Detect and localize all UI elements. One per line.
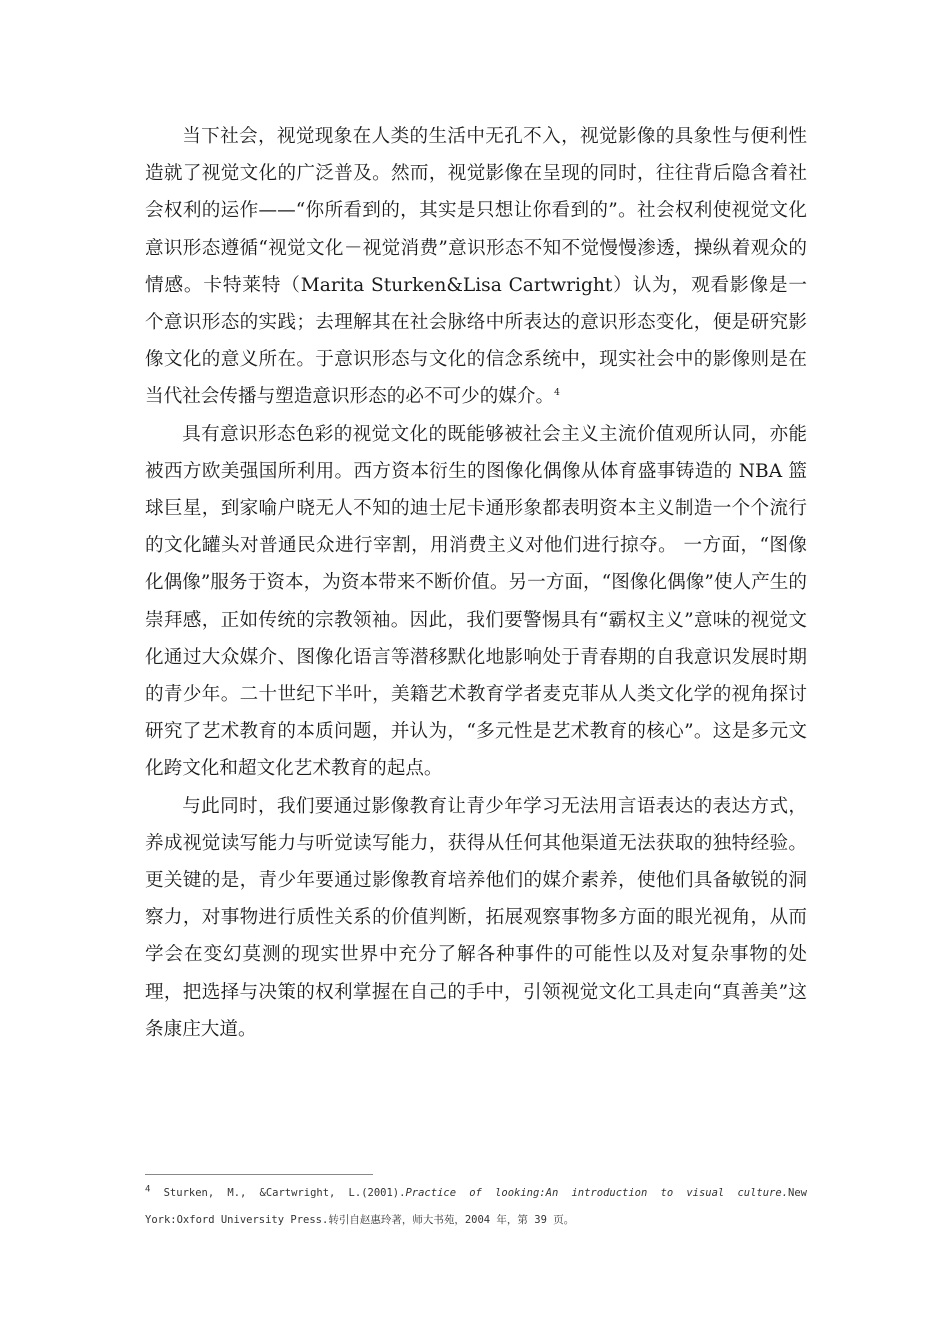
footnote-title: Practice of looking:An introduction to visual culture. <box>405 1187 789 1199</box>
footnote-separator <box>145 1174 373 1175</box>
footnote-authors: Sturken, M., &Cartwright, L.(2001). <box>163 1187 406 1199</box>
paragraph-3 <box>145 788 807 1048</box>
paragraph-1-text: 当下社会，视觉现象在人类的生活中无孔不入，视觉影像的具象性与便利性造就了视觉文化的广泛普及。然而，视觉影像在呈现的同时，往往背后隐含着社会权利的运作——“你所看到的，其实是只想让你看到的”。社会权利使视觉文化意识形态遵循“视觉文化－视觉消费”意识形态不知不觉慢慢渗透，操纵着观众的情感。卡特莱特（Marita Sturken&Lisa Cartwright）认为，观看影像是一个意识形态的实践；去理解其在社会脉络中所表达的意识形态变化，便是研究影像文化的意义所在。于意识形态与文化的信念系统中，现实社会中的影像则是在当代社会传播与塑造意识形态的必不可少的媒介。 <box>145 126 807 408</box>
paragraph-2 <box>145 416 807 788</box>
paragraph-2-text: 具有意识形态色彩的视觉文化的既能够被社会主义主流价值观所认同，亦能被西方欧美强国所利用。西方资本衍生的图像化偶像从体育盛事铸造的 NBA 篮球巨星，到家喻户晓无人不知的迪士尼卡通形象都表明资本主义制造一个个流行的文化罐头对普通民众进行宰割，用消费主义对他们进行掠夺。 一方面，“图像化偶像”服务于资本，为资本带来不断价值。另一方面，“图像化偶像”使人产生的崇拜感，正如传统的宗教领袖。因此，我们要警惕具有“霸权主义”意味的视觉文化通过大众媒介、图像化语言等潜移默化地影响处于青春期的自我意识发展时期的青少年。二十世纪下半叶，美籍艺术教育学者麦克菲从人类文化学的视角探讨研究了艺术教育的本质问题，并认为，“多元性是艺术教育的核心”。这是多元文化跨文化和超文化艺术教育的起点。 <box>145 423 807 780</box>
body-text <box>145 118 807 1048</box>
paragraph-1 <box>145 118 807 416</box>
footnote-publisher: New York:Oxford University Press.转引自赵惠玲著，师大书苑，2004 年，第 39 页。 <box>145 1187 807 1226</box>
paragraph-3-text: 与此同时，我们要通过影像教育让青少年学习无法用言语表达的表达方式，养成视觉读写能力与听觉读写能力，获得从任何其他渠道无法获取的独特经验。更关键的是，青少年要通过影像教育培养他们的媒介素养，使他们具备敏锐的洞察力，对事物进行质性关系的价值判断，拓展观察事物多方面的眼光视角，从而学会在变幻莫测的现实世界中充分了解各种事件的可能性以及对复杂事物的处理，把选择与决策的权利掌握在自己的手中，引领视觉文化工具走向“真善美”这条康庄大道。 <box>145 795 807 1040</box>
footnote <box>145 1180 807 1234</box>
footnote-ref-4[interactable]: 4 <box>554 388 560 399</box>
footnote-number: 4 <box>145 1184 151 1195</box>
